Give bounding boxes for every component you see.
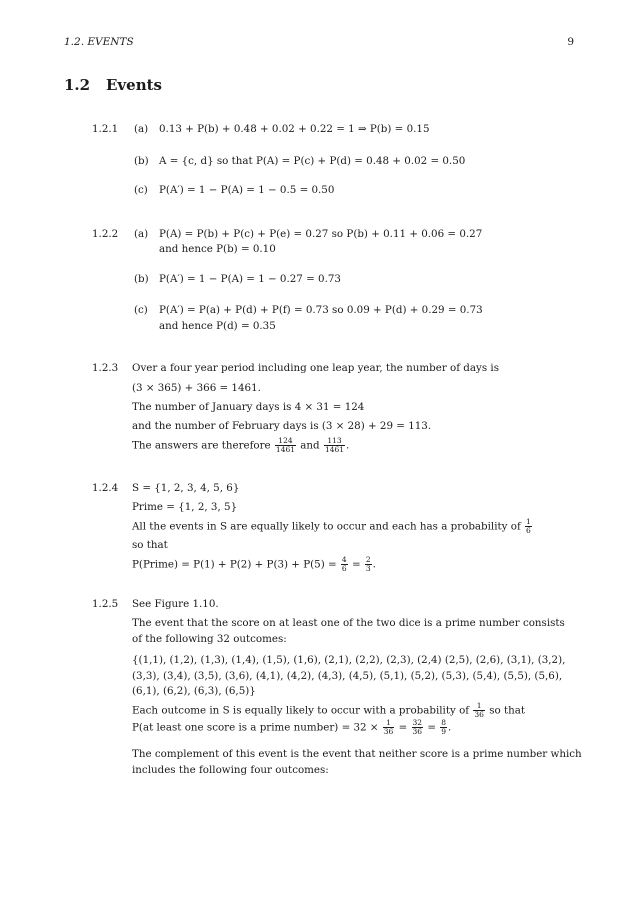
solution-line: All the events in S are equally likely to occur and each has a probability of $\frac{1}{6}$ bbox=[132, 517, 531, 535]
solution-line: The event that the score on at least one of the two dice is a prime number consists bbox=[132, 617, 565, 629]
solution-line: P(A′) = 1 − P(A) = 1 − 0.27 = 0.73 bbox=[159, 273, 341, 285]
solution-line: of the following 32 outcomes: bbox=[132, 633, 287, 645]
solution-line: Over a four year period including one leap year, the number of days is bbox=[132, 362, 499, 374]
solution-line: A = {c, d} so that P(A) = P(c) + P(d) = 0.48 + 0.02 = 0.50 bbox=[159, 155, 466, 167]
page-number: 9 bbox=[567, 36, 574, 48]
fraction: $\frac{124}{1461}$ bbox=[275, 436, 296, 454]
part-label: (b) bbox=[134, 155, 149, 167]
fraction: $\frac{1}{6}$ bbox=[526, 517, 531, 535]
part-label: (b) bbox=[134, 273, 149, 285]
solution-line: The answers are therefore $\frac{124}{1461}$ and $\frac{113}{1461}$ . bbox=[132, 436, 350, 454]
solution-line: S = {1, 2, 3, 4, 5, 6} bbox=[132, 482, 240, 494]
part-label: (a) bbox=[134, 123, 149, 135]
fraction: $\frac{2}{3}$ bbox=[365, 555, 371, 573]
solution-line: (6,1), (6,2), (6,3), (6,5)} bbox=[132, 685, 256, 697]
solution-line: Each outcome in S is equally likely to occur with a probability of $\frac{1}{36}$ so that bbox=[132, 701, 525, 719]
solution-line: (3,3), (3,4), (3,5), (3,6), (4,1), (4,2), (4,3), (4,5), (5,1), (5,2), (5,3), (5,4), (5,5), (5,6), bbox=[132, 670, 563, 682]
fraction: $\frac{113}{1461}$ bbox=[324, 436, 345, 454]
solution-line: and the number of February days is (3 × 28) + 29 = 113. bbox=[132, 420, 432, 432]
solution-line: so that bbox=[132, 539, 168, 551]
problem-number: 1.2.4 bbox=[92, 482, 119, 494]
part-label: (c) bbox=[134, 184, 148, 196]
solution-line: P(A′) = P(a) + P(d) + P(f) = 0.73 so 0.09 + P(d) + 0.29 = 0.73 bbox=[159, 304, 483, 316]
section-title: Events bbox=[106, 76, 162, 94]
fraction: $\frac{8}{9}$ bbox=[441, 718, 447, 736]
section-heading bbox=[64, 76, 162, 94]
solution-line: P(A) = P(b) + P(c) + P(e) = 0.27 so P(b) + 0.11 + 0.06 = 0.27 bbox=[159, 228, 483, 240]
problem-number: 1.2.3 bbox=[92, 362, 119, 374]
solution-line: (3 × 365) + 366 = 1461. bbox=[132, 382, 261, 394]
problem-number: 1.2.1 bbox=[92, 123, 119, 135]
problem-number: 1.2.2 bbox=[92, 228, 119, 240]
fraction: $\frac{1}{36}$ bbox=[474, 701, 484, 719]
section-number: 1.2 bbox=[64, 76, 91, 94]
fraction: $\frac{32}{36}$ bbox=[412, 718, 423, 736]
solution-line: P(A′) = 1 − P(A) = 1 − 0.5 = 0.50 bbox=[159, 184, 335, 196]
solution-line: P(Prime) = P(1) + P(2) + P(3) + P(5) = $\frac{4}{6}$ = $\frac{2}{3}$ . bbox=[132, 555, 376, 573]
fraction: $\frac{1}{36}$ bbox=[383, 718, 394, 736]
solution-line: See Figure 1.10. bbox=[132, 598, 219, 610]
solution-line: and hence P(d) = 0.35 bbox=[159, 320, 276, 332]
solution-line: P(at least one score is a prime number) = 32 × $\frac{1}{36}$ = $\frac{32}{36}$ = $\frac{8}{9}$ . bbox=[132, 718, 452, 736]
fraction: $\frac{4}{6}$ bbox=[341, 555, 347, 573]
part-label: (a) bbox=[134, 228, 149, 240]
solution-line: The complement of this event is the event that neither score is a prime number which bbox=[132, 748, 582, 760]
solution-line: includes the following four outcomes: bbox=[132, 764, 329, 776]
solution-line: The number of January days is 4 × 31 = 124 bbox=[132, 401, 365, 413]
solution-line: {(1,1), (1,2), (1,3), (1,4), (1,5), (1,6), (2,1), (2,2), (2,3), (2,4) (2,5), (2,6), (3,1), (3,2), bbox=[132, 654, 566, 666]
solution-line: Prime = {1, 2, 3, 5} bbox=[132, 501, 238, 513]
part-label: (c) bbox=[134, 304, 148, 316]
running-header: 1.2. EVENTS bbox=[64, 36, 134, 48]
solution-line: and hence P(b) = 0.10 bbox=[159, 243, 276, 255]
problem-number: 1.2.5 bbox=[92, 598, 119, 610]
solution-line: 0.13 + P(b) + 0.48 + 0.02 + 0.22 = 1 ⇒ P(b) = 0.15 bbox=[159, 123, 430, 135]
